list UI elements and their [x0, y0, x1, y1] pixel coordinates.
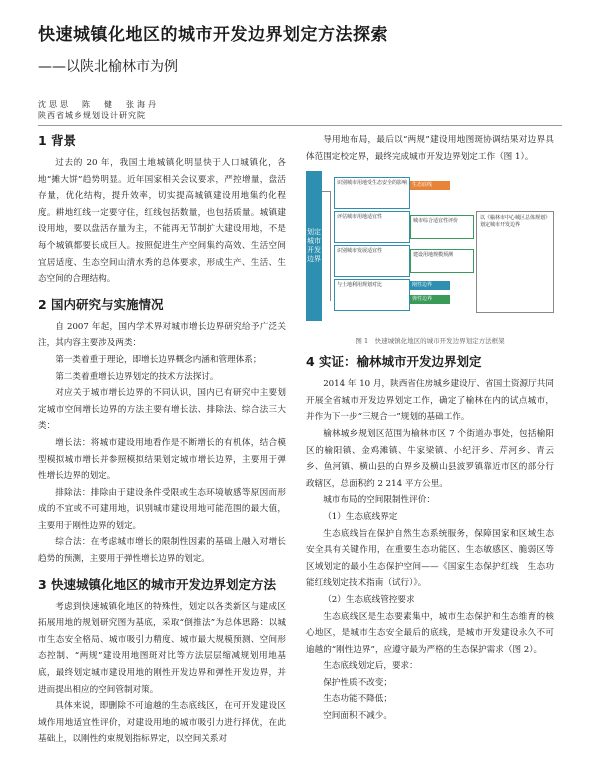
paragraph: 空间面积不减少。	[323, 711, 392, 722]
section-1-title: 1 背景	[38, 133, 77, 148]
paragraph: 过去的 20 年，我国土地城镇化明显快于人口城镇化，各地“摊大饼”趋势明显。近年国家相关会议要求，严控增量，盘活存量，优化结构，提升效率，切实提高城镇建设用地集约化程度。耕地红线一定要守住，红线包括数量，也包括质量。城镇建设用地，要以盘活存量为主，不能再无节制扩大建设用地，不是每个城镇都要长成巨人。按照促进生产空间集约高效、生活空间宜居适度、生态空间山清水秀的总体要求，形成生产、生活、生态空间的合理结构。	[38, 158, 286, 285]
paragraph: 生态功能不降低；	[323, 694, 392, 705]
paragraph: 生态底线划定后，要求：	[323, 661, 418, 672]
connector-line	[322, 191, 330, 192]
paragraph: 城市布局的空间限制性评价：	[323, 495, 435, 506]
paragraph: 生态底线旨在保护自然生态系统服务，保障国家和区域生态安全具有关键作用，在重要生态功能区、生态敏感区、脆弱区等区域划定的最小生态保护空间——《国家生态保护红线 生态功能红线划定技术指南（试行）》。	[306, 528, 554, 589]
figure-box: 建设用地规模预测	[410, 249, 474, 273]
figure-box: 弹性边界	[410, 295, 450, 304]
paragraph: 第一类着重于理论，即增长边界概念内涵和管理体系；	[55, 354, 262, 365]
figure-box: 生态底线	[410, 181, 450, 190]
right-column	[306, 132, 554, 725]
paragraph: 第二类着重增长边界划定的技术方法探讨。	[55, 371, 219, 382]
paragraph: 保护性质不改变；	[323, 677, 392, 688]
section-2-title: 2 国内研究与实施情况	[38, 296, 164, 312]
figure-1-flowchart	[306, 171, 554, 335]
figure-box: 识别城市用地受生态安全的影响	[334, 177, 410, 209]
figure-box: 刚性边界	[410, 281, 450, 290]
authors: 沈思思 陈 健 张海丹	[38, 100, 159, 109]
left-column	[38, 132, 286, 748]
figure-box: 以《榆林市中心城区总体规划》划定城市开发边界	[476, 211, 554, 313]
paragraph: 对应关于城市增长边界的不同认识，国内已有研究中主要划定城市空间增长边界的方法主要有增长法、排除法、综合法三大类：	[38, 388, 286, 432]
affiliation: 陕西省城乡规划设计研究院	[38, 111, 146, 120]
paragraph: 增长法：将城市建设用地看作是不断增长的有机体，结合模型模拟城市增长并参照模拟结果划定城市增长边界，主要用于弹性增长边界的划定。	[38, 437, 286, 482]
paragraph: 考虑到快速城镇化地区的特殊性，划定以各类新区与建成区拓展用地的规划研究图为基底，采取“倒推法”为总体思路：以城市生态安全格局、城市吸引力精度、城市最大规模预测、空间形态控制、“两规”建设用地图斑对比等方法层层缩减规划用地基底，最终划定城市建设用地的刚性开发边界和弹性开发边界，并进而提出相应的空间管制对策。	[38, 601, 286, 695]
figure-box: 城市综合适宜性评价	[410, 215, 474, 239]
figure-box: 评估城市用地适宜性	[334, 211, 410, 243]
paragraph: 自 2007 年起，国内学术界对城市增长边界研究给予广泛关注，其内容主要涉及两类：	[38, 321, 286, 349]
figure-caption: 图 1 快速城镇化地区的城市开发边界划定方法框架	[355, 337, 505, 346]
paper-title: 快速城镇化地区的城市开发边界划定方法探索	[38, 25, 388, 45]
figure-box: 识别城市发展适宜性	[334, 245, 410, 277]
paper-subtitle: ——以陕北榆林市为例	[38, 59, 178, 75]
paragraph: 榆林城乡规划区范围为榆林市区 7 个街道办事处，包括榆阳区的榆阳镇、金鸡滩镇、牛家梁镇、小纪汗乡、芹河乡、青云乡、鱼河镇、横山县的白界乡及横山县波罗镇靠近市区的部分行政辖区，总面积约 2 214 平方公里。	[306, 428, 554, 489]
paragraph: 具体来说，即删除不可逾越的生态底线区，在可开发建设区域作用地适宜性评价，对建设用地的城市吸引力进行择优，在此基础上，以刚性约束规划指标界定，以空间关系对	[38, 701, 286, 745]
paragraph: 排除法：排除由于建设条件受限或生态环境敏感等原因而形成的不宜或不可建用地，识别城市建设用地可能范围的最大值，主要用于刚性边界的划定。	[38, 487, 286, 531]
paragraph: （1）生态底线界定	[323, 511, 398, 522]
figure-box: 与土地利用规划对比	[334, 279, 410, 311]
paragraph: （2）生态底线管控要求	[323, 594, 415, 605]
figure-side-label: 划定城市开发边界	[306, 171, 322, 321]
connector-line	[330, 191, 331, 301]
paragraph: 2014 年 10 月，陕西省住房城乡建设厅、省国土资源厅共同开展全省城市开发边界划定工作，确定了榆林在内的试点城市，并作为下一步“三规合一”规划的基础工作。	[306, 379, 554, 423]
paragraph: 生态底线区是生态要素集中，城市生态保护和生态维育的核心地区，是城市生态安全最后的底线，是城市开发建设永久不可逾越的“刚性边界”，应遵守最为严格的生态保护需求（图 2）。	[306, 611, 554, 655]
paragraph: 导用地布局，最后以“两规”建设用地图斑协调结果对边界具体范围定校定界，最终完成城市开发边界划定工作（图 1）。	[306, 135, 554, 162]
paragraph: 综合法：在考虑城市增长的限制性因素的基础上融入对增长趋势的预测，主要用于弹性增长边界的划定。	[38, 537, 286, 565]
section-3-title: 3 快速城镇化地区的城市开发边界划定方法	[38, 576, 277, 592]
header-divider	[38, 125, 562, 126]
section-4-title: 4 实证：榆林城市开发边界划定	[306, 354, 482, 370]
